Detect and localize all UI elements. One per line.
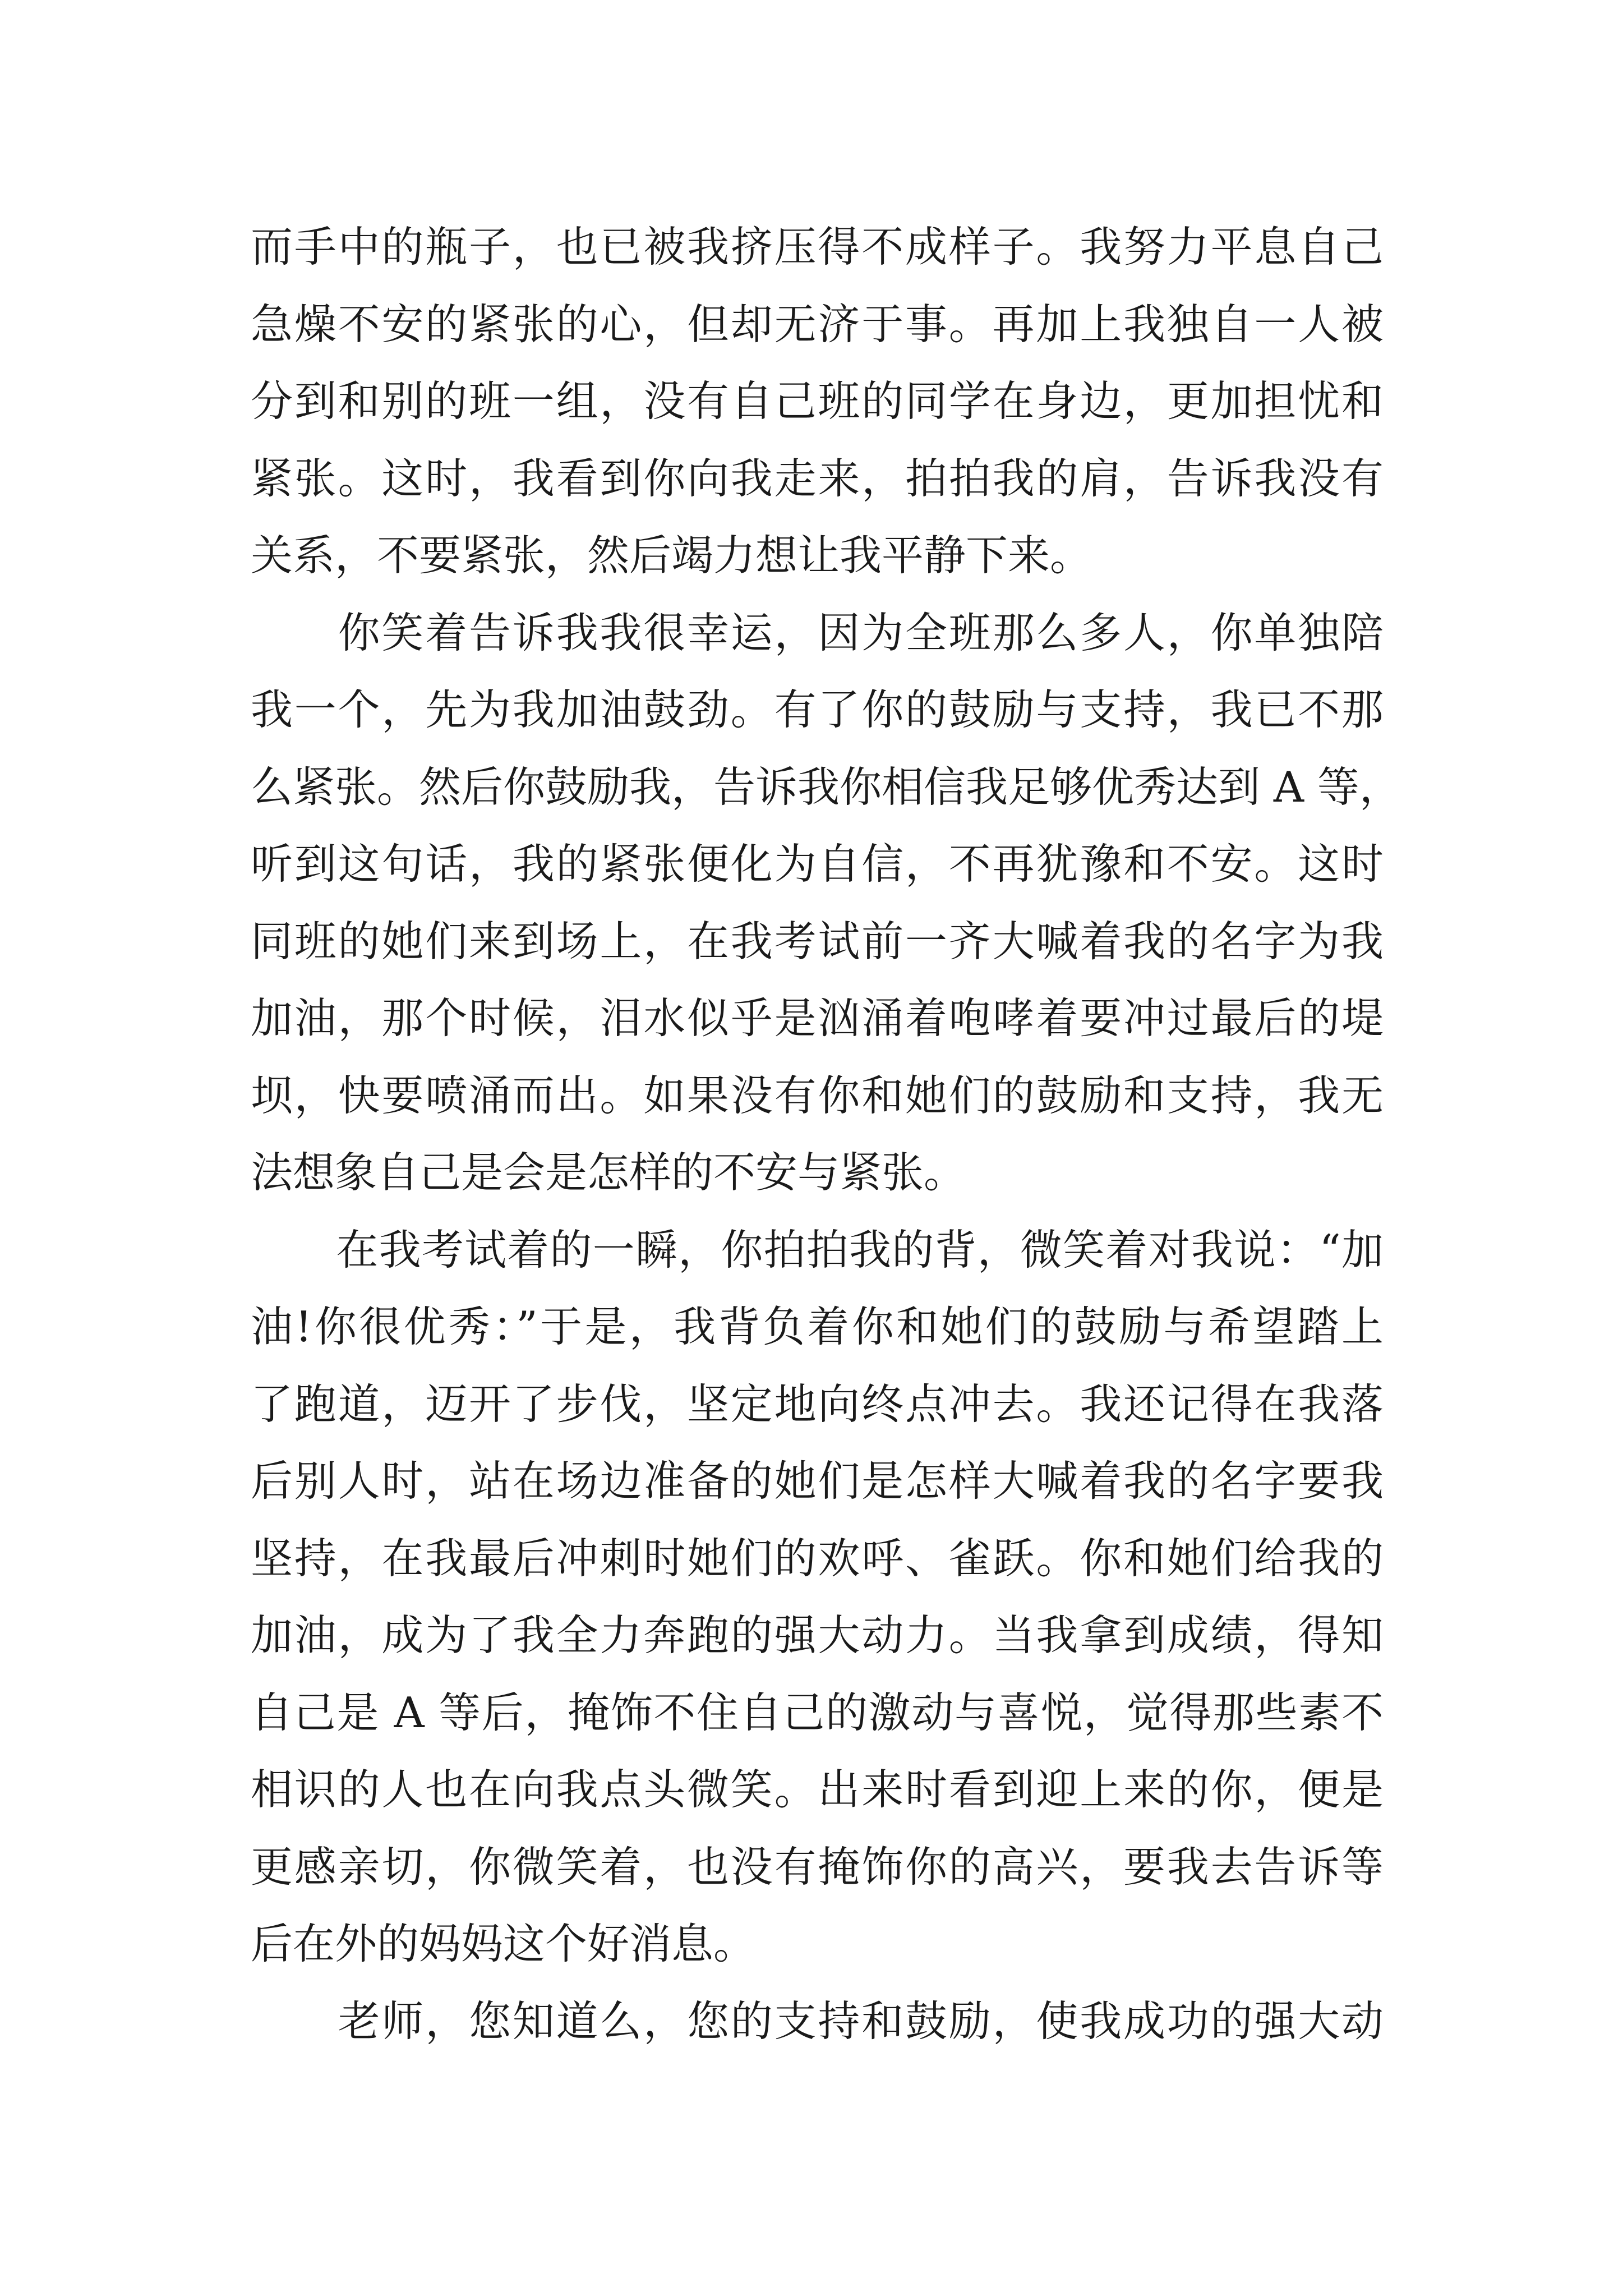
text-line: 分到和别的班一组，没有自己班的同学在身边，更加担忧和 — [251, 376, 1384, 426]
text-line: 你笑着告诉我我很幸运，因为全班那么多人，你单独陪 — [251, 608, 1384, 657]
text-line: 关系，不要紧张，然后竭力想让我平静下来。 — [251, 531, 1092, 580]
text-line: 加油，成为了我全力奔跑的强大动力。当我拿到成绩，得知 — [251, 1611, 1384, 1660]
paragraph-4 — [251, 1983, 1384, 2060]
text-line: 而手中的瓶子，也已被我挤压得不成样子。我努力平息自己 — [251, 222, 1384, 272]
text-line: 加油，那个时候，泪水似乎是汹涌着咆哮着要冲过最后的堤 — [251, 993, 1384, 1043]
text-line: 自己是 A 等后，掩饰不住自己的激动与喜悦，觉得那些素不 — [251, 1687, 1384, 1737]
paragraph-2 — [251, 595, 1401, 1212]
text-line: 后别人时，站在场边准备的她们是怎样大喊着我的名字要我 — [251, 1456, 1384, 1506]
text-line: 油!你很优秀：”于是，我背负着你和她们的鼓励与希望踏上 — [251, 1302, 1384, 1351]
paragraph-3 — [251, 1212, 1384, 1983]
text-line: 么紧张。然后你鼓励我，告诉我你相信我足够优秀达到 A 等， — [251, 762, 1401, 812]
text-line: 坝，快要喷涌而出。如果没有你和她们的鼓励和支持，我无 — [251, 1070, 1384, 1120]
text-line: 更感亲切，你微笑着，也没有掩饰你的高兴，要我去告诉等 — [251, 1842, 1384, 1892]
text-line: 急燥不安的紧张的心，但却无济于事。再加上我独自一人被 — [251, 299, 1384, 349]
text-line: 我一个，先为我加油鼓劲。有了你的鼓励与支持，我已不那 — [251, 685, 1384, 734]
text-line: 坚持，在我最后冲刺时她们的欢呼、雀跃。你和她们给我的 — [251, 1533, 1384, 1583]
text-line: 老师，您知道么，您的支持和鼓励，使我成功的强大动 — [251, 1996, 1384, 2046]
paragraph-1 — [251, 209, 1384, 595]
text-line: 后在外的妈妈这个好消息。 — [251, 1919, 756, 1968]
text-line: 同班的她们来到场上，在我考试前一齐大喊着我的名字为我 — [251, 916, 1384, 966]
text-line: 相识的人也在向我点头微笑。出来时看到迎上来的你，便是 — [251, 1765, 1384, 1814]
essay-text — [251, 209, 1401, 2060]
text-line: 在我考试着的一瞬，你拍拍我的背，微笑着对我说：“加 — [251, 1225, 1384, 1274]
text-line: 听到这句话，我的紧张便化为自信，不再犹豫和不安。这时 — [251, 839, 1384, 889]
text-line: 法想象自己是会是怎样的不安与紧张。 — [251, 1148, 966, 1197]
text-line: 紧张。这时，我看到你向我走来，拍拍我的肩，告诉我没有 — [251, 453, 1384, 503]
text-line: 了跑道，迈开了步伐，坚定地向终点冲去。我还记得在我落 — [251, 1379, 1384, 1429]
